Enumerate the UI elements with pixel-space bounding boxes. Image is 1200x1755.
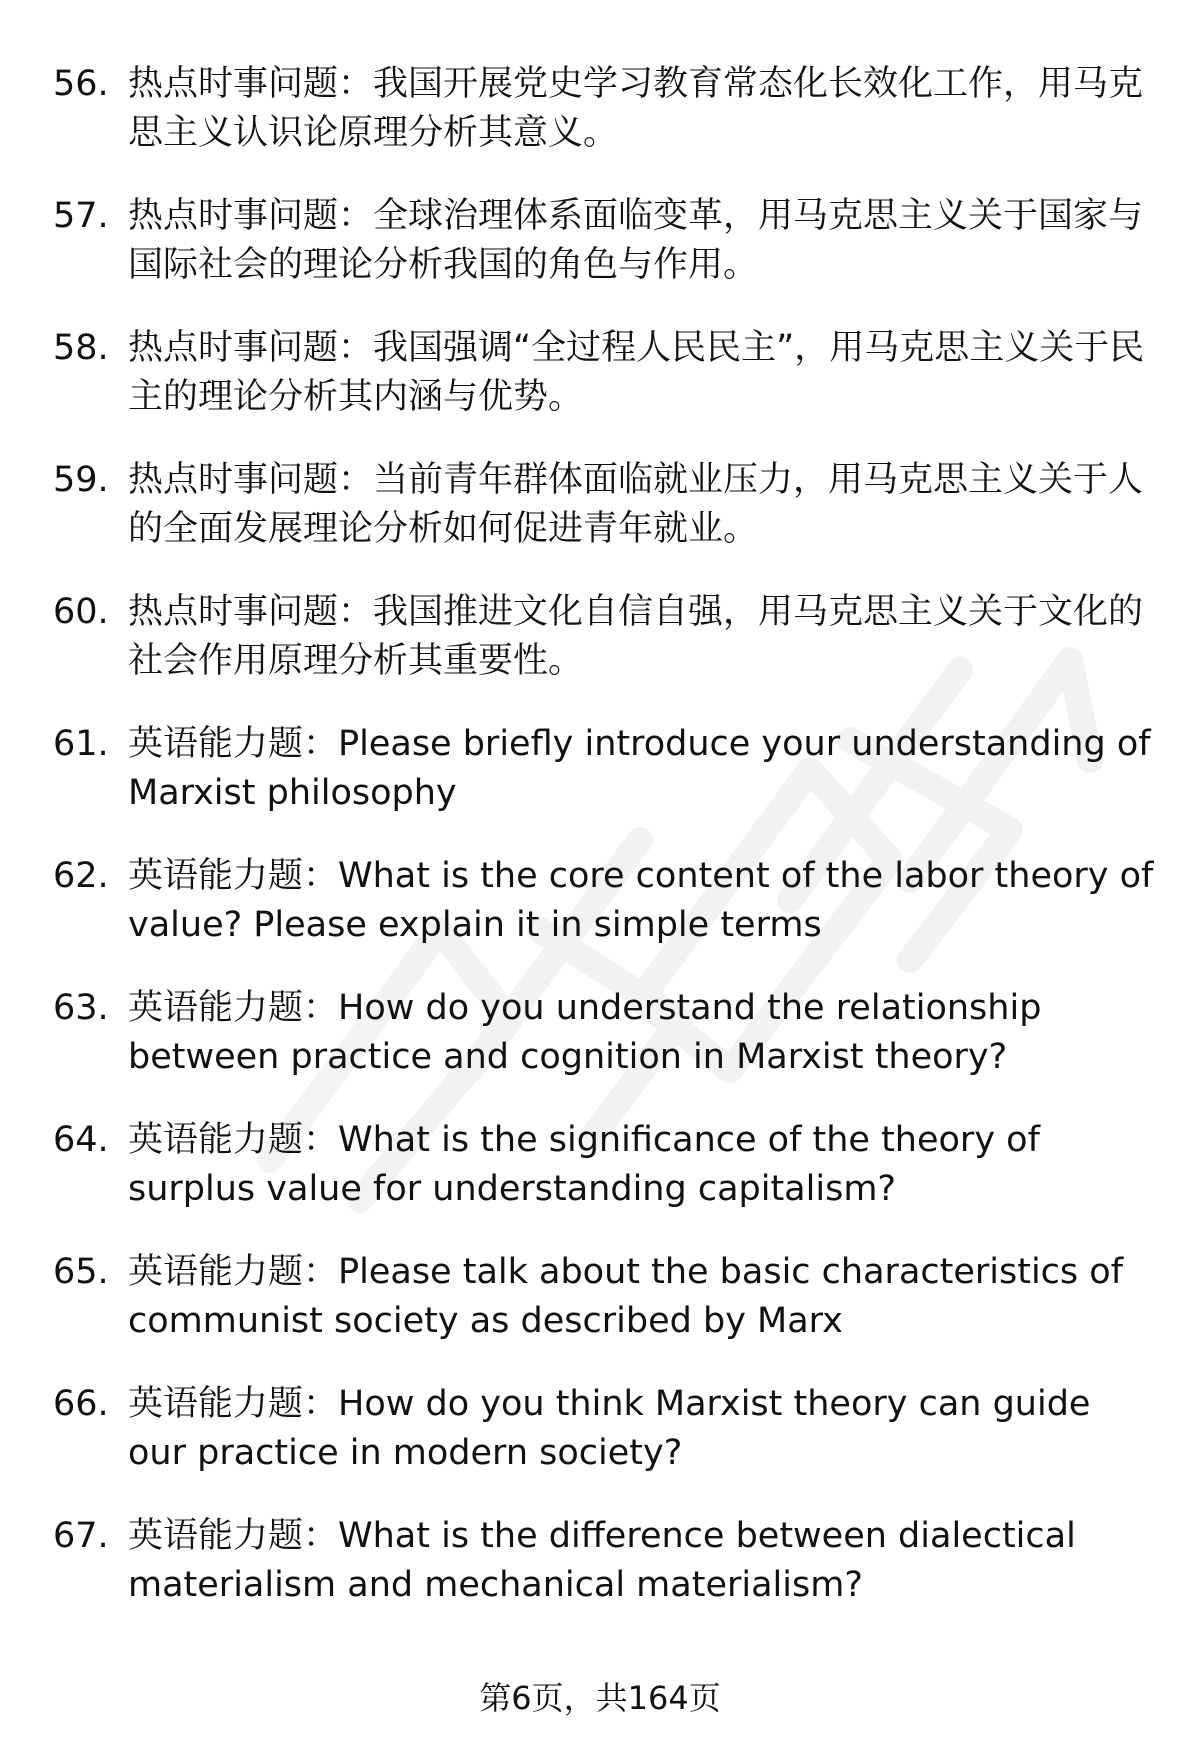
question-item — [0, 1512, 1200, 1610]
question-category: 英语能力题： — [128, 1252, 339, 1292]
question-text — [128, 1248, 1158, 1346]
question-number: 58. — [53, 328, 109, 368]
question-category: 英语能力题： — [128, 988, 339, 1028]
question-list — [0, 60, 1200, 1644]
question-number: 67. — [53, 1516, 109, 1556]
question-number: 56. — [53, 64, 109, 104]
question-text — [128, 720, 1158, 818]
question-text — [128, 1116, 1158, 1214]
question-body: 我国强调“全过程人民民主”，用马克思主义关于民主的理论分析其内涵与优势。 — [128, 328, 1145, 417]
question-number: 64. — [53, 1120, 109, 1160]
question-body: How do you understand the relationship between practice and cognition in Marxist theory? — [128, 988, 1042, 1077]
question-item — [0, 852, 1200, 950]
question-item — [0, 60, 1200, 158]
question-item — [0, 1116, 1200, 1214]
question-number: 62. — [53, 856, 109, 896]
question-item — [0, 588, 1200, 686]
question-number: 60. — [53, 592, 109, 632]
question-body: What is the significance of the theory of surplus value for understanding capitalism? — [128, 1120, 1040, 1209]
question-item — [0, 1380, 1200, 1478]
question-item — [0, 984, 1200, 1082]
question-category: 英语能力题： — [128, 856, 339, 896]
question-body: 我国推进文化自信自强，用马克思主义关于文化的社会作用原理分析其重要性。 — [128, 592, 1144, 681]
question-number: 65. — [53, 1252, 109, 1292]
question-category: 英语能力题： — [128, 1384, 339, 1424]
question-body: 我国开展党史学习教育常态化长效化工作，用马克思主义认识论原理分析其意义。 — [128, 64, 1144, 153]
question-number: 66. — [53, 1384, 109, 1424]
question-text — [128, 324, 1158, 422]
question-number: 61. — [53, 724, 109, 764]
question-category: 英语能力题： — [128, 1516, 339, 1556]
question-item — [0, 192, 1200, 290]
question-number: 63. — [53, 988, 109, 1028]
question-text — [128, 1380, 1158, 1478]
question-text — [128, 60, 1158, 158]
question-text — [128, 852, 1158, 950]
question-category: 热点时事问题： — [128, 64, 374, 104]
question-body: How do you think Marxist theory can guide our practice in modern society? — [128, 1384, 1091, 1473]
question-number: 59. — [53, 460, 109, 500]
question-text — [128, 984, 1158, 1082]
question-category: 热点时事问题： — [128, 328, 374, 368]
question-text — [128, 588, 1158, 686]
question-text — [128, 192, 1158, 290]
question-body: What is the difference between dialectical materialism and mechanical materialism? — [128, 1516, 1076, 1605]
question-category: 热点时事问题： — [128, 196, 374, 236]
question-category: 热点时事问题： — [128, 592, 374, 632]
question-item — [0, 1248, 1200, 1346]
question-category: 英语能力题： — [128, 724, 339, 764]
question-category: 英语能力题： — [128, 1120, 339, 1160]
question-item — [0, 324, 1200, 422]
question-category: 热点时事问题： — [128, 460, 374, 500]
question-body: What is the core content of the labor theory of value? Please explain it in simple terms — [128, 856, 1154, 945]
question-item — [0, 456, 1200, 554]
question-body: Please briefly introduce your understanding of Marxist philosophy — [128, 724, 1151, 813]
question-body: 当前青年群体面临就业压力，用马克思主义关于人的全面发展理论分析如何促进青年就业。 — [128, 460, 1144, 549]
question-body: Please talk about the basic characteristics of communist society as described by Marx — [128, 1252, 1124, 1341]
page-indicator: 第6页，共164页 — [479, 1679, 721, 1717]
question-body: 全球治理体系面临变革，用马克思主义关于国家与国际社会的理论分析我国的角色与作用。 — [128, 196, 1144, 285]
question-number: 57. — [53, 196, 109, 236]
question-text — [128, 456, 1158, 554]
question-text — [128, 1512, 1158, 1610]
question-item — [0, 720, 1200, 818]
